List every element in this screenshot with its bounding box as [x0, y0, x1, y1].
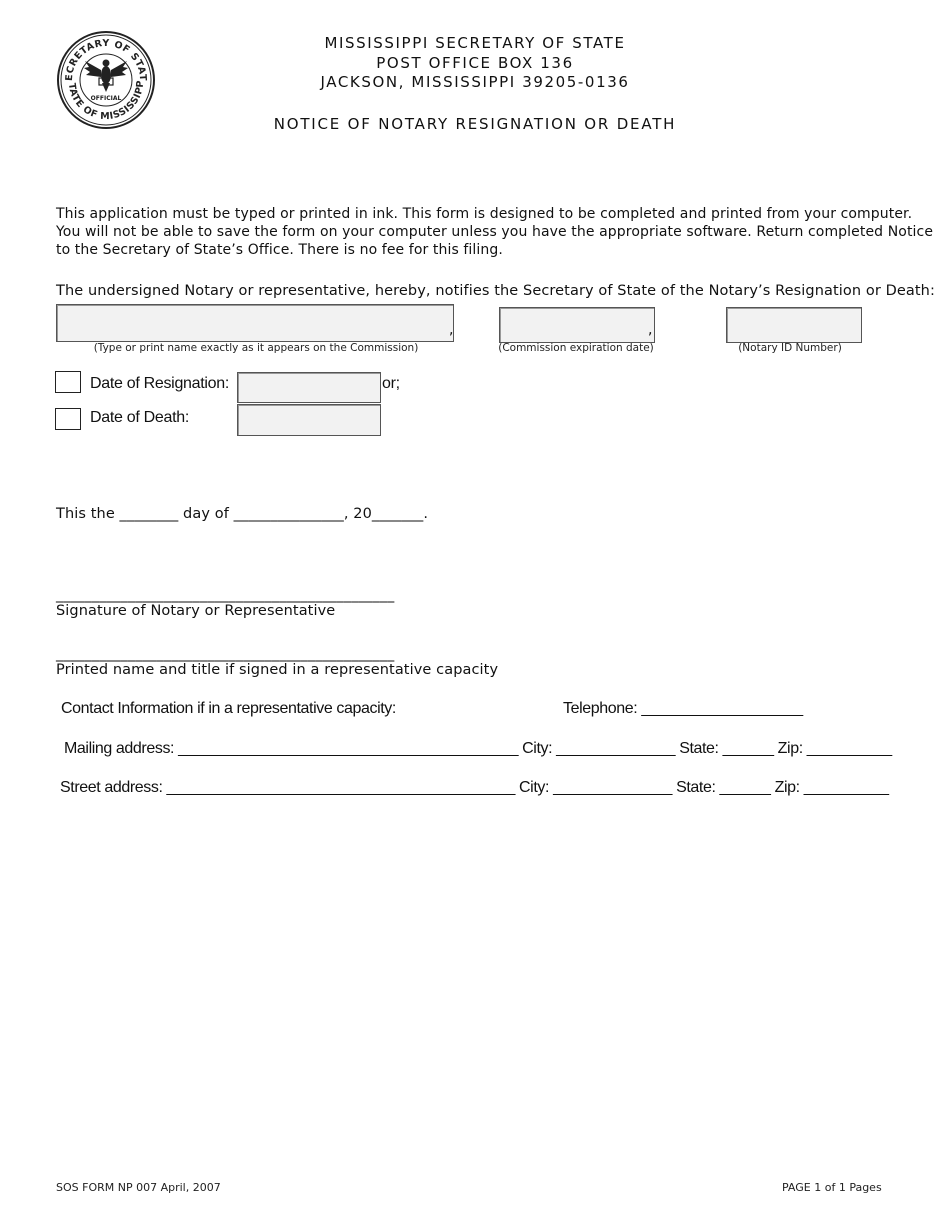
death-label: Date of Death: [90, 409, 189, 426]
death-checkbox[interactable] [55, 408, 81, 430]
header-line-2: POST OFFICE BOX 136 [376, 54, 574, 72]
or-text: or; [382, 375, 400, 392]
contact-heading: Contact Information if in a representative capacity: [61, 700, 396, 717]
resignation-checkbox[interactable] [55, 371, 81, 393]
notary-id-field[interactable] [726, 307, 862, 343]
resignation-date-field[interactable] [237, 372, 381, 403]
printed-name-label: Printed name and title if signed in a representative capacity [56, 662, 499, 678]
street-address-line[interactable]: Street address: _________________________________________ City: ______________ State: ______ Zip: __________ [60, 779, 889, 796]
seal-text-center: OFFICIAL [90, 95, 122, 102]
resignation-label: Date of Resignation: [90, 375, 229, 392]
form-title: NOTICE OF NOTARY RESIGNATION OR DEATH [273, 115, 677, 133]
telephone-line[interactable]: Telephone: ___________________ [563, 700, 803, 717]
form-id: SOS FORM NP 007 April, 2007 [56, 1181, 221, 1194]
seal-text-top: ECRETARY OF STAT [63, 37, 149, 82]
header-line-3: JACKSON, MISSISSIPPI 39205-0136 [320, 73, 630, 91]
notary-name-caption: (Type or print name exactly as it appears on the Commission) [93, 342, 419, 354]
mailing-address-line[interactable]: Mailing address: ________________________________________ City: ______________ State: ______ Zip: __________ [64, 740, 892, 757]
date-line: This the ________ day of _______________, 20_______. [56, 506, 429, 522]
commission-expiration-caption: (Commission expiration date) [498, 342, 654, 354]
printed-name-line[interactable]: _______________________________________________ [56, 646, 395, 662]
page-number: PAGE 1 of 1 Pages [782, 1181, 882, 1194]
commission-expiration-field[interactable] [499, 307, 655, 343]
death-date-field[interactable] [237, 404, 381, 436]
notary-name-field[interactable] [56, 304, 454, 342]
notice-statement: The undersigned Notary or representative, hereby, notifies the Secretary of State of the Notary’s Resignation or Death: [56, 283, 935, 299]
comma-separator: , [449, 322, 454, 338]
header-line-1: MISSISSIPPI SECRETARY OF STATE [324, 34, 626, 52]
comma-separator-2: , [648, 322, 653, 338]
instructions-line-3: to the Secretary of State’s Office. There is no fee for this filing. [56, 242, 503, 258]
instructions-line-1: This application must be typed or printed in ink. This form is designed to be completed and printed from your computer. [56, 206, 913, 222]
signature-line[interactable]: _______________________________________________ [56, 587, 395, 603]
signature-label: Signature of Notary or Representative [56, 603, 336, 619]
seal-text-bottom: TATE OF MISSISSIPP [65, 79, 147, 123]
instructions-line-2: You will not be able to save the form on your computer unless you have the appropriate software. Return completed Notice [56, 224, 934, 240]
notary-id-caption: (Notary ID Number) [738, 342, 842, 354]
